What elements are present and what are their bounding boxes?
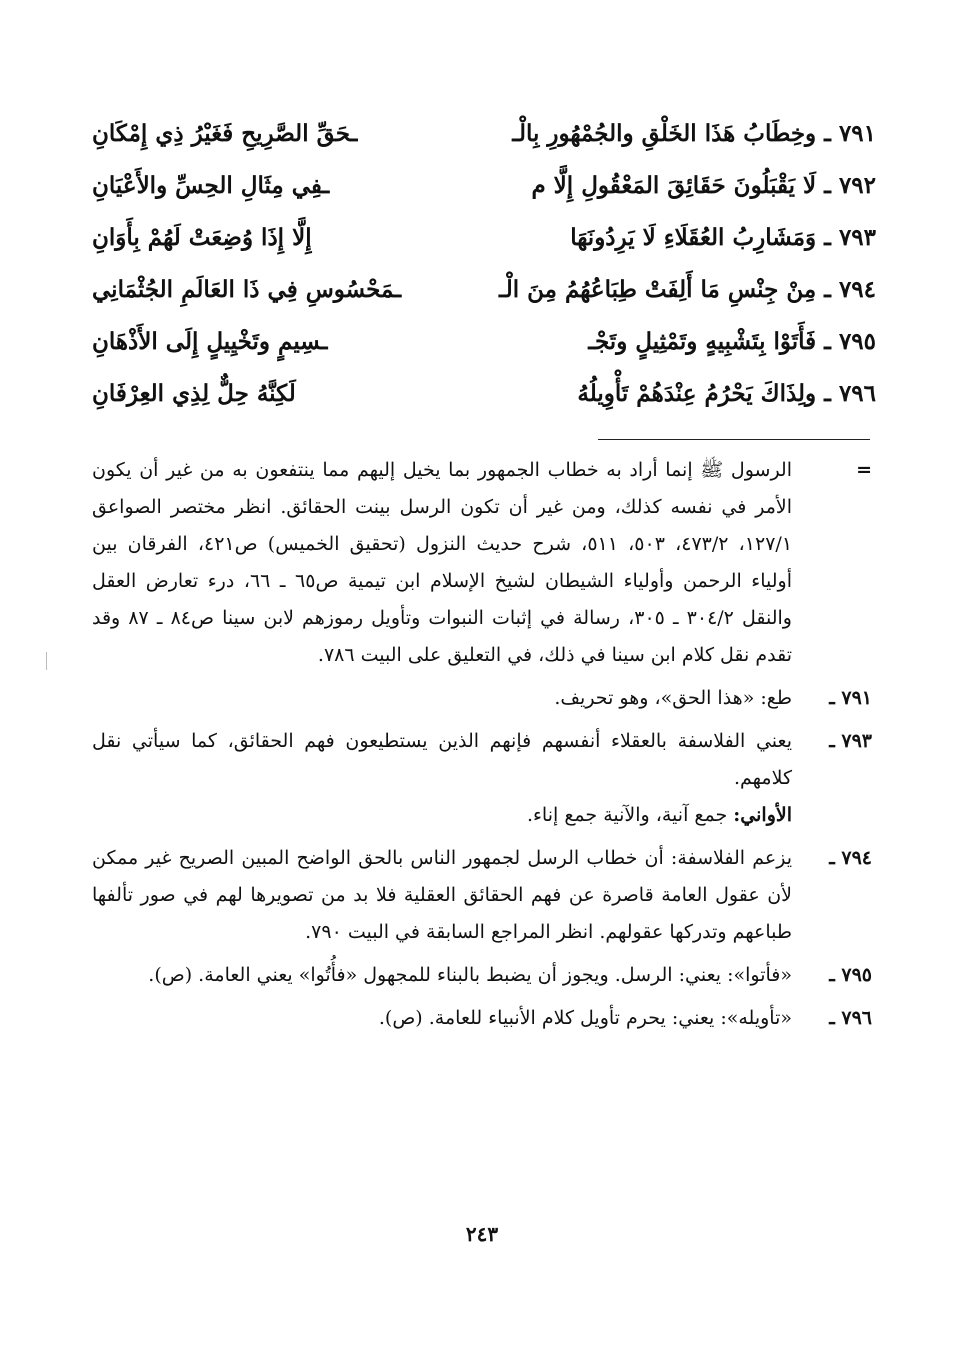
footnote-marker: ٧٩٦ ـ	[829, 1007, 872, 1029]
verse-first-hemistich: ٧٩٢ ـ لَا يَقْبَلُونَ حَقَائِقَ المَعْقُولِ إِلَّا م	[531, 172, 876, 199]
verse-number: ٧٩٥	[838, 328, 876, 355]
footnote-body	[92, 723, 792, 834]
footnotes	[92, 452, 872, 1043]
footnote-term-definition: جمع آنية، والآنية جمع إناء.	[526, 804, 734, 826]
verse-first-hemistich: ٧٩٥ ـ فَأَتَوْا بِتَشْبِيهٍ وتَمْثِيلٍ وتَجْـ	[588, 328, 876, 355]
footnote	[92, 723, 872, 834]
verse-first-text: لَا يَقْبَلُونَ حَقَائِقَ المَعْقُولِ إِلَّا م	[531, 172, 817, 199]
verse-second-hemistich: ـحَقِّ الصَّرِيحِ فَغَيْرُ ذِي إِمْكَانِ	[92, 120, 358, 147]
footnote	[92, 957, 872, 994]
verse-line	[92, 212, 876, 264]
verse-first-text: ولِذَاكَ يَحْرُمُ عِنْدَهُمْ تَأْوِيلُهُ	[577, 380, 817, 407]
verse-first-text: فَأَتَوْا بِتَشْبِيهٍ وتَمْثِيلٍ وتَجْـ	[588, 328, 817, 355]
verse-first-hemistich: ٧٩٤ ـ مِنْ جِنْسِ مَا أَلِفَتْ طِبَاعُهُمُ مِنَ الْـ	[499, 276, 876, 303]
footnote-marker: ٧٩٣ ـ	[829, 730, 872, 752]
footnote	[92, 680, 872, 717]
verse-number: ٧٩٢	[838, 172, 876, 199]
page-number: ٢٤٣	[465, 1222, 499, 1246]
verse-second-hemistich: ـسِيمٍ وتَخْيِيلٍ إِلَى الأَذْهَانِ	[92, 328, 328, 355]
footnote-term: الأواني:	[733, 804, 792, 826]
verse-first-hemistich: ٧٩٣ ـ وَمَشَارِبُ العُقَلَاءِ لَا يَرِدُونَهَا	[570, 224, 876, 251]
footnote	[92, 452, 872, 674]
footnote-marker: ٧٩٤ ـ	[829, 847, 872, 869]
verse-line	[92, 368, 876, 420]
verse-line	[92, 264, 876, 316]
verse-number: ٧٩٦	[838, 380, 876, 407]
verse-line	[92, 160, 876, 212]
footnote-text: يزعم الفلاسفة: أن خطاب الرسل لجمهور الناس بالحق الواضح المبين الصريح غير ممكن لأن عقول العامة قاصرة عن فهم الحقائق العقلية فلا بد من تصويرها لهم في صور تألفها طباعهم وتدركها عقولهم. انظر المراجع السابقة في البيت ٧٩٠.	[92, 847, 792, 943]
footnote	[92, 840, 872, 951]
verse-number: ٧٩٣	[838, 224, 876, 251]
footnote-marker: =	[856, 459, 872, 481]
verse-number: ٧٩١	[838, 120, 876, 147]
margin-mark	[46, 652, 47, 670]
verse-first-hemistich: ٧٩١ ـ وخِطَابُ هَذَا الخَلْقِ والجُمْهُورِ بِالْـ	[512, 120, 876, 147]
footnote	[92, 1000, 872, 1037]
verse-number: ٧٩٤	[838, 276, 876, 303]
footnote-text: الرسول ﷺ إنما أراد به خطاب الجمهور بما يخيل إليهم مما ينتفعون به من غير أن يكون الأمر في نفسه كذلك، ومن غير أن تكون الرسل بينت الحقائق. انظر مختصر الصواعق ١٢٧/١، ٤٧٣/٢، ٥٠٣، ٥١١، شرح حديث النزول (تحقيق الخميس) ص٤٢١، الفرقان بين أولياء الرحمن وأولياء الشيطان لشيخ الإسلام ابن تيمية ص٦٥ ـ ٦٦، درء تعارض العقل والنقل ٣٠٤/٢ ـ ٣٠٥، رسالة في إثبات النبوات وتأويل رموزهم لابن سينا ص٨٤ ـ ٨٧ وقد تقدم نقل كلام ابن سينا في ذلك، في التعليق على البيت ٧٨٦.	[92, 459, 793, 666]
verse-second-hemistich: لَكِنَّهُ حِلٌّ لِذِي العِرْفَانِ	[92, 380, 296, 407]
verse-first-text: وَمَشَارِبُ العُقَلَاءِ لَا يَرِدُونَهَا	[570, 224, 817, 251]
poem-verses	[92, 108, 876, 420]
verse-second-hemistich: ـمَحْسُوسِ فِي ذَا العَالَمِ الجُثْمَانِي	[92, 276, 402, 303]
verse-first-hemistich: ٧٩٦ ـ ولِذَاكَ يَحْرُمُ عِنْدَهُمْ تَأْوِيلُهُ	[577, 380, 876, 407]
footnote-text: طع: «هذا الحق»، وهو تحريف.	[554, 687, 792, 709]
footnote-text: يعني الفلاسفة بالعقلاء أنفسهم فإنهم الذين يستطيعون فهم الحقائق، كما سيأتي نقل كلامهم.	[92, 730, 792, 789]
verse-second-hemistich: ـفِي مِثَالِ الحِسِّ والأَعْيَانِ	[92, 172, 330, 199]
verse-line	[92, 108, 876, 160]
verse-second-hemistich: إِلَّا إِذَا وُضِعَتْ لَهُمْ بِأَوَانِ	[92, 224, 312, 251]
verse-first-text: مِنْ جِنْسِ مَا أَلِفَتْ طِبَاعُهُمُ مِنَ الْـ	[499, 276, 817, 303]
verse-first-text: وخِطَابُ هَذَا الخَلْقِ والجُمْهُورِ بِالْـ	[512, 120, 817, 147]
footnote-text: «تأويله»: يعني: يحرم تأويل كلام الأنبياء للعامة. (ص).	[378, 1007, 792, 1029]
footnote-marker: ٧٩٥ ـ	[829, 964, 872, 986]
footnote-marker: ٧٩١ ـ	[829, 687, 872, 709]
footnote-separator	[598, 439, 870, 440]
verse-line	[92, 316, 876, 368]
footnote-text: «فأتوا»: يعني: الرسل. ويجوز أن يضبط بالبناء للمجهول «فأُتُوا» يعني العامة. (ص).	[148, 964, 792, 986]
